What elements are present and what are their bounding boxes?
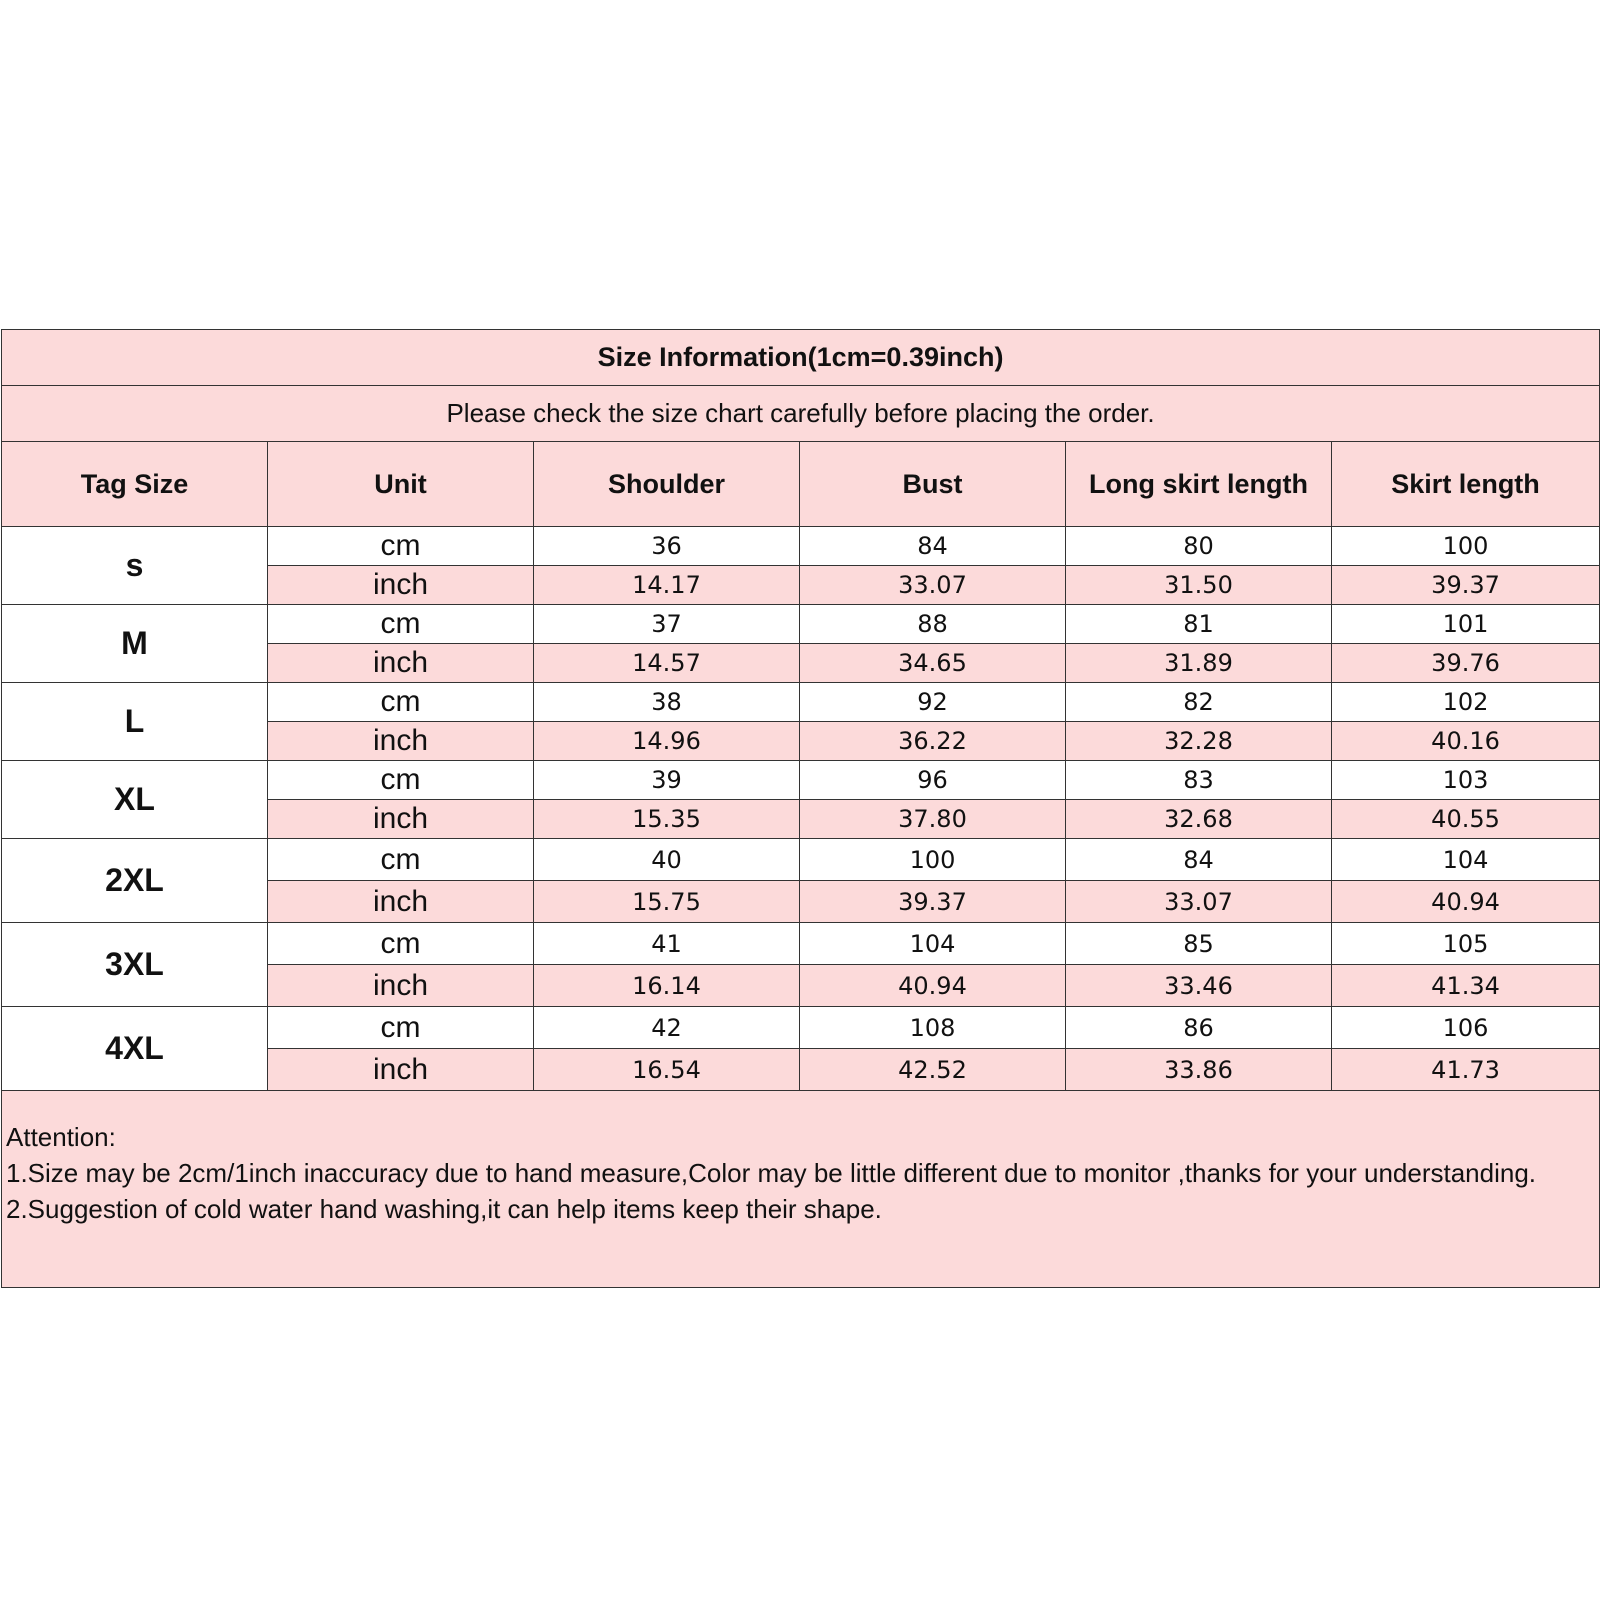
unit-cell: inch bbox=[268, 800, 534, 839]
header-row bbox=[2, 442, 1600, 527]
tag-size-cell: 4XL bbox=[2, 1007, 268, 1091]
value-cell: 106 bbox=[1332, 1007, 1600, 1049]
value-cell: 33.86 bbox=[1066, 1049, 1332, 1091]
value-cell: 88 bbox=[800, 605, 1066, 644]
chart-subtitle: Please check the size chart carefully before placing the order. bbox=[2, 386, 1600, 442]
value-cell: 15.35 bbox=[534, 800, 800, 839]
unit-cell: inch bbox=[268, 566, 534, 605]
value-cell: 101 bbox=[1332, 605, 1600, 644]
value-cell: 85 bbox=[1066, 923, 1332, 965]
value-cell: 41.73 bbox=[1332, 1049, 1600, 1091]
value-cell: 16.14 bbox=[534, 965, 800, 1007]
value-cell: 103 bbox=[1332, 761, 1600, 800]
unit-cell: inch bbox=[268, 965, 534, 1007]
value-cell: 36 bbox=[534, 527, 800, 566]
header-tag-size: Tag Size bbox=[2, 442, 268, 527]
table-row bbox=[2, 605, 1600, 644]
value-cell: 40.94 bbox=[800, 965, 1066, 1007]
unit-cell: cm bbox=[268, 761, 534, 800]
unit-cell: cm bbox=[268, 839, 534, 881]
table-row bbox=[2, 527, 1600, 566]
unit-cell: cm bbox=[268, 683, 534, 722]
note-2: 2.Suggestion of cold water hand washing,it can help items keep their shape. bbox=[6, 1194, 882, 1224]
unit-cell: cm bbox=[268, 527, 534, 566]
value-cell: 32.28 bbox=[1066, 722, 1332, 761]
unit-cell: cm bbox=[268, 1007, 534, 1049]
unit-cell: inch bbox=[268, 644, 534, 683]
value-cell: 40.94 bbox=[1332, 881, 1600, 923]
unit-cell: inch bbox=[268, 881, 534, 923]
value-cell: 36.22 bbox=[800, 722, 1066, 761]
value-cell: 42.52 bbox=[800, 1049, 1066, 1091]
table-row bbox=[2, 761, 1600, 800]
note-1: 1.Size may be 2cm/1inch inaccuracy due to hand measure,Color may be little different due to monitor ,thanks for your understanding. bbox=[6, 1158, 1537, 1188]
size-chart-table bbox=[1, 329, 1600, 1288]
value-cell: 96 bbox=[800, 761, 1066, 800]
tag-size-cell: s bbox=[2, 527, 268, 605]
value-cell: 31.50 bbox=[1066, 566, 1332, 605]
value-cell: 80 bbox=[1066, 527, 1332, 566]
value-cell: 14.17 bbox=[534, 566, 800, 605]
value-cell: 84 bbox=[800, 527, 1066, 566]
value-cell: 84 bbox=[1066, 839, 1332, 881]
value-cell: 40 bbox=[534, 839, 800, 881]
unit-cell: inch bbox=[268, 1049, 534, 1091]
value-cell: 41.34 bbox=[1332, 965, 1600, 1007]
value-cell: 34.65 bbox=[800, 644, 1066, 683]
value-cell: 40.16 bbox=[1332, 722, 1600, 761]
unit-cell: cm bbox=[268, 923, 534, 965]
value-cell: 37.80 bbox=[800, 800, 1066, 839]
value-cell: 40.55 bbox=[1332, 800, 1600, 839]
header-bust: Bust bbox=[800, 442, 1066, 527]
header-shoulder: Shoulder bbox=[534, 442, 800, 527]
tag-size-cell: XL bbox=[2, 761, 268, 839]
value-cell: 33.07 bbox=[800, 566, 1066, 605]
value-cell: 39.37 bbox=[1332, 566, 1600, 605]
value-cell: 100 bbox=[800, 839, 1066, 881]
header-skirt-length: Skirt length bbox=[1332, 442, 1600, 527]
table-row bbox=[2, 1007, 1600, 1049]
value-cell: 15.75 bbox=[534, 881, 800, 923]
tag-size-cell: 3XL bbox=[2, 923, 268, 1007]
value-cell: 42 bbox=[534, 1007, 800, 1049]
value-cell: 108 bbox=[800, 1007, 1066, 1049]
value-cell: 31.89 bbox=[1066, 644, 1332, 683]
value-cell: 16.54 bbox=[534, 1049, 800, 1091]
attention-heading: Attention: bbox=[6, 1122, 116, 1152]
value-cell: 33.46 bbox=[1066, 965, 1332, 1007]
unit-cell: inch bbox=[268, 722, 534, 761]
tag-size-cell: 2XL bbox=[2, 839, 268, 923]
tag-size-cell: L bbox=[2, 683, 268, 761]
table-row bbox=[2, 839, 1600, 881]
value-cell: 33.07 bbox=[1066, 881, 1332, 923]
value-cell: 39 bbox=[534, 761, 800, 800]
value-cell: 39.76 bbox=[1332, 644, 1600, 683]
value-cell: 38 bbox=[534, 683, 800, 722]
value-cell: 83 bbox=[1066, 761, 1332, 800]
value-cell: 41 bbox=[534, 923, 800, 965]
value-cell: 100 bbox=[1332, 527, 1600, 566]
unit-cell: cm bbox=[268, 605, 534, 644]
value-cell: 82 bbox=[1066, 683, 1332, 722]
value-cell: 39.37 bbox=[800, 881, 1066, 923]
value-cell: 14.96 bbox=[534, 722, 800, 761]
value-cell: 37 bbox=[534, 605, 800, 644]
value-cell: 104 bbox=[800, 923, 1066, 965]
value-cell: 81 bbox=[1066, 605, 1332, 644]
header-unit: Unit bbox=[268, 442, 534, 527]
value-cell: 86 bbox=[1066, 1007, 1332, 1049]
value-cell: 92 bbox=[800, 683, 1066, 722]
value-cell: 14.57 bbox=[534, 644, 800, 683]
value-cell: 104 bbox=[1332, 839, 1600, 881]
chart-title: Size Information(1cm=0.39inch) bbox=[2, 330, 1600, 386]
header-long-skirt-length: Long skirt length bbox=[1066, 442, 1332, 527]
tag-size-cell: M bbox=[2, 605, 268, 683]
value-cell: 102 bbox=[1332, 683, 1600, 722]
value-cell: 105 bbox=[1332, 923, 1600, 965]
table-row bbox=[2, 923, 1600, 965]
value-cell: 32.68 bbox=[1066, 800, 1332, 839]
table-row bbox=[2, 683, 1600, 722]
attention-notes bbox=[2, 1091, 1600, 1288]
